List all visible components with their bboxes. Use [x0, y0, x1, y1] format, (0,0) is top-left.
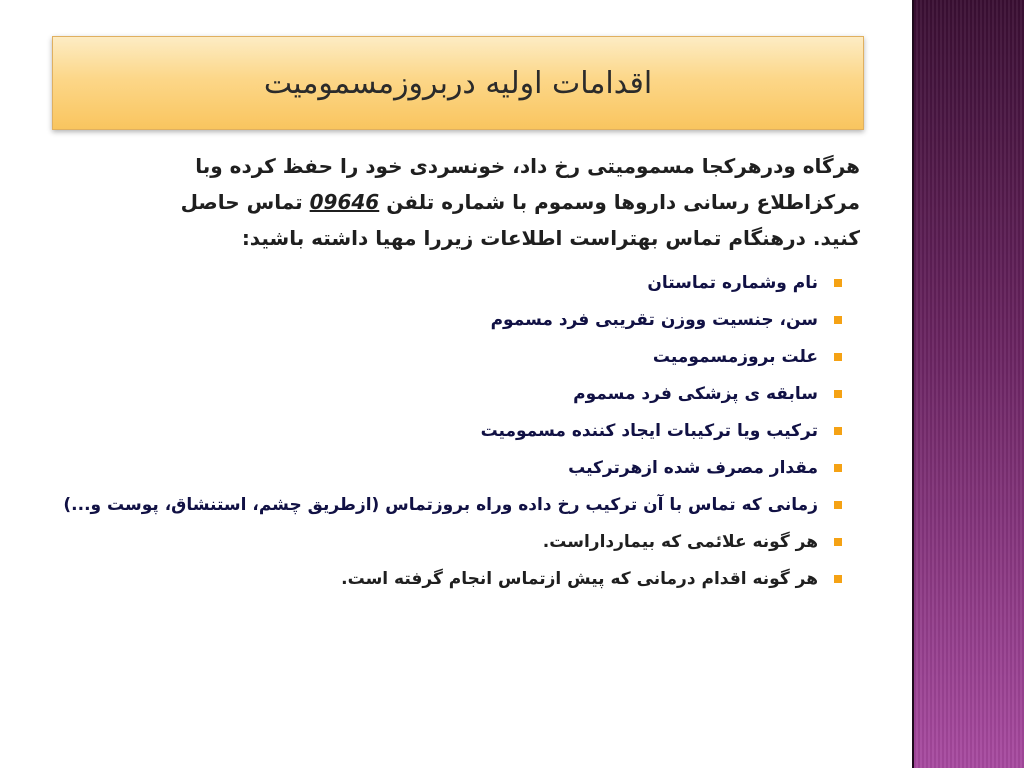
intro-line-2 [40, 184, 860, 220]
list-item [30, 342, 842, 372]
info-checklist [30, 268, 842, 601]
intro-line-2-end: تماس حاصل [180, 190, 310, 214]
phone-number: 09646 [309, 190, 380, 214]
list-item [30, 490, 842, 520]
list-item [30, 416, 842, 446]
intro-paragraph [40, 148, 860, 256]
bullet-square-icon [834, 538, 842, 546]
page-title: اقدامات اولیه دربروزمسمومیت [263, 65, 653, 101]
bullet-square-icon [834, 316, 842, 324]
intro-line-2-start: مرکزاطلاع رسانی داروها وسموم با شماره تلفن [379, 190, 860, 214]
list-item [30, 379, 842, 409]
list-item-text: مقدار مصرف شده ازهرترکیب [568, 458, 818, 478]
bullet-square-icon [834, 353, 842, 361]
list-item-text: نام وشماره تماستان [647, 273, 818, 293]
bullet-square-icon [834, 575, 842, 583]
intro-line-3: کنید. درهنگام تماس بهتراست اطلاعات زیررا مهیا داشته باشید: [241, 226, 860, 250]
list-item [30, 305, 842, 335]
list-item-text: سابقه ی پزشکی فرد مسموم [573, 384, 818, 404]
list-item-text: هر گونه اقدام درمانی که پیش ازتماس انجام گرفته است. [341, 569, 818, 589]
title-banner [52, 36, 864, 130]
list-item [30, 527, 842, 557]
bullet-square-icon [834, 464, 842, 472]
bullet-square-icon [834, 501, 842, 509]
bullet-square-icon [834, 390, 842, 398]
decorative-sidebar [912, 0, 1024, 768]
list-item [30, 268, 842, 298]
list-item-text: زمانی که تماس با آن ترکیب رخ داده وراه بروزتماس (ازطریق چشم، استنشاق، پوست و...) [63, 495, 818, 515]
list-item-text: ترکیب ویا ترکیبات ایجاد کننده مسمومیت [480, 421, 818, 441]
intro-line-1: هرگاه ودرهرکجا مسمومیتی رخ داد، خونسردی خود را حفظ کرده وبا [195, 154, 860, 178]
list-item-text: هر گونه علائمی که بیمارداراست. [542, 532, 818, 552]
list-item [30, 453, 842, 483]
list-item [30, 564, 842, 594]
sidebar-divider [912, 0, 914, 768]
list-item-text: علت بروزمسمومیت [652, 347, 818, 367]
bullet-square-icon [834, 279, 842, 287]
list-item-text: سن، جنسیت ووزن تقریبی فرد مسموم [490, 310, 818, 330]
bullet-square-icon [834, 427, 842, 435]
